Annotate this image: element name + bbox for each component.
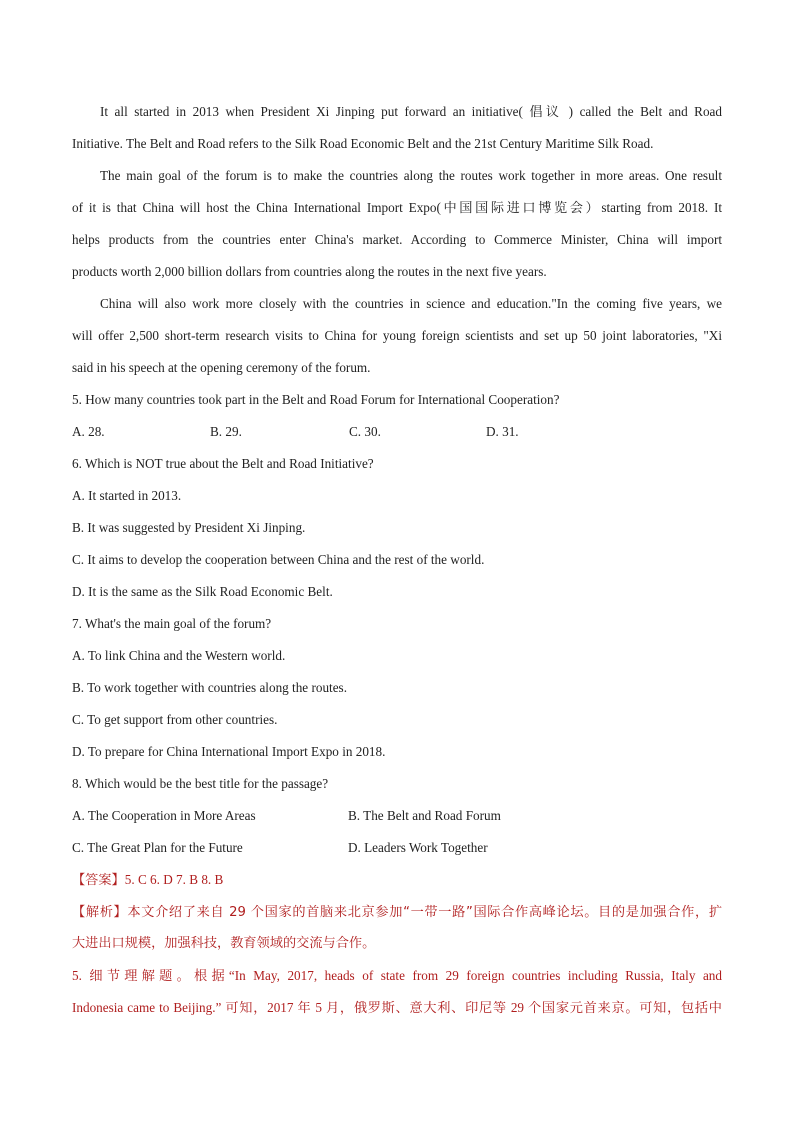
passage-p3-line3: said in his speech at the opening ceremony of the forum. xyxy=(72,360,371,375)
question-7-stem: 7. What's the main goal of the forum? xyxy=(72,616,272,631)
question-7-option-a: A. To link China and the Western world. xyxy=(72,648,286,663)
analysis-q5-line2: Indonesia came to Beijing.” 可知，2017 年 5 月，俄罗斯、意大利、印尼等 29 个国家元首来京。可知，包括中 xyxy=(72,1000,722,1015)
answer-text: 5. C 6. D 7. B 8. B xyxy=(124,872,224,887)
answer-tag: 【答案】 xyxy=(72,873,125,888)
question-5-options xyxy=(72,416,722,448)
question-7-option-c: C. To get support from other countries. xyxy=(72,712,278,727)
document-page xyxy=(72,96,722,1024)
passage-p2-line2: of it is that China will host the China International Import Expo(中国国际进口博览会）starting from 2018. It xyxy=(72,200,722,215)
passage-p3-line1: China will also work more closely with the countries in science and education."In the coming five years, we xyxy=(100,296,722,311)
question-6-stem: 6. Which is NOT true about the Belt and Road Initiative? xyxy=(72,456,374,471)
question-8-option-a: A. The Cooperation in More Areas xyxy=(72,808,256,823)
passage-p1-line1: It all started in 2013 when President Xi Jinping put forward an initiative( 倡议 ) called the Belt and Road xyxy=(100,104,722,119)
passage-p3-line2: will offer 2,500 short-term research visits to China for young foreign scientists and set up 50 joint laboratories, "Xi xyxy=(72,328,722,343)
question-5-stem: 5. How many countries took part in the Belt and Road Forum for International Cooperation? xyxy=(72,392,560,407)
question-8-option-b: B. The Belt and Road Forum xyxy=(348,808,501,823)
passage-p2-line4: products worth 2,000 billion dollars from countries along the routes in the next five years. xyxy=(72,264,547,279)
question-8-options-row2 xyxy=(72,832,722,864)
answer-line xyxy=(72,864,722,896)
question-5-option-a: A. 28. xyxy=(72,424,105,439)
question-5-option-c: C. 30. xyxy=(349,424,381,439)
passage-p2-line1: The main goal of the forum is to make the countries along the routes work together in more areas. One result xyxy=(100,168,722,183)
passage-p2-line3: helps products from the countries enter China's market. According to Commerce Minister, China will import xyxy=(72,232,722,247)
question-8-option-c: C. The Great Plan for the Future xyxy=(72,840,243,855)
question-6-option-a: A. It started in 2013. xyxy=(72,488,182,503)
analysis-summary-part1: 本文介绍了来自 29 个国家的首脑来北京参加“一带一路”国际合作高峰论坛。目的是加强合作，扩 xyxy=(127,905,723,920)
question-7-option-d: D. To prepare for China International Import Expo in 2018. xyxy=(72,744,386,759)
analysis-line1 xyxy=(72,896,722,928)
question-6-option-c: C. It aims to develop the cooperation between China and the rest of the world. xyxy=(72,552,485,567)
question-8-stem: 8. Which would be the best title for the passage? xyxy=(72,776,329,791)
question-5-option-d: D. 31. xyxy=(486,424,519,439)
question-8-option-d: D. Leaders Work Together xyxy=(348,840,488,855)
question-8-options-row1 xyxy=(72,800,722,832)
analysis-tag: 【解析】 xyxy=(72,905,128,920)
passage-p1-line2: Initiative. The Belt and Road refers to the Silk Road Economic Belt and the 21st Century Maritime Silk Road. xyxy=(72,136,654,151)
question-6-option-d: D. It is the same as the Silk Road Economic Belt. xyxy=(72,584,333,599)
question-7-option-b: B. To work together with countries along the routes. xyxy=(72,680,347,695)
analysis-q5-line1: 5. 细节理解题。根据“In May, 2017, heads of state from 29 foreign countries including Russia, Italy and xyxy=(72,968,722,983)
question-5-option-b: B. 29. xyxy=(210,424,242,439)
question-6-option-b: B. It was suggested by President Xi Jinping. xyxy=(72,520,306,535)
analysis-line2: 大进出口规模，加强科技，教育领域的交流与合作。 xyxy=(72,936,376,951)
